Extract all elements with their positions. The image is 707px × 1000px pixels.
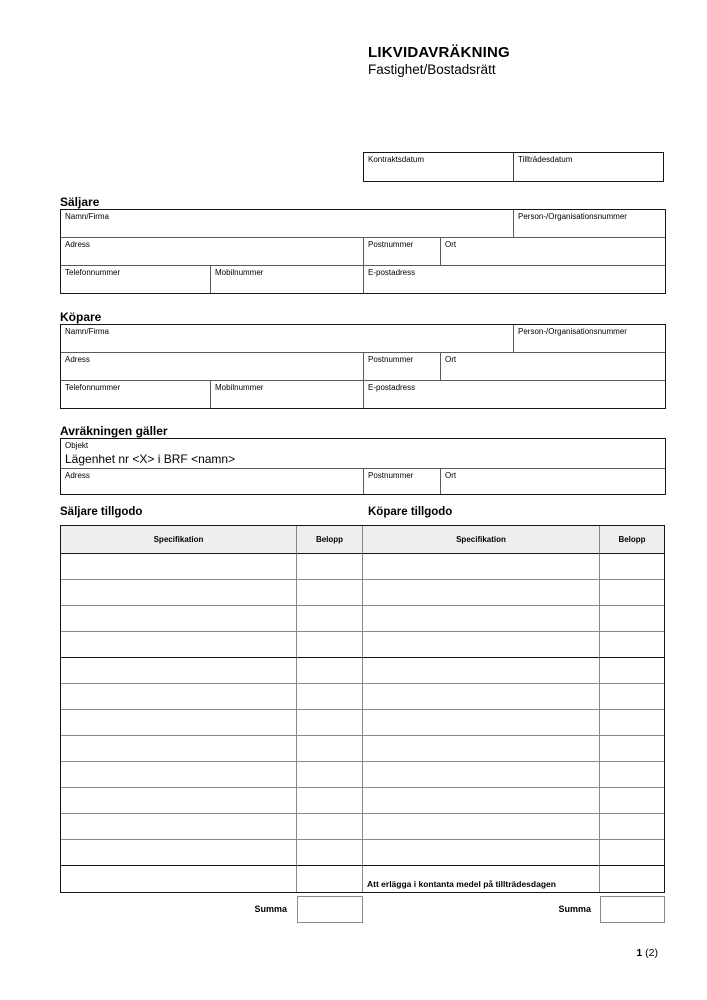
buyer-amount-cell[interactable] <box>600 580 664 606</box>
seller-city-label: Ort <box>445 240 457 249</box>
buyer-city-label: Ort <box>445 355 457 364</box>
buyer-spec-cell[interactable] <box>363 762 600 788</box>
buyer-phone-label: Telefonnummer <box>65 383 121 392</box>
buyer-mobile-field[interactable] <box>210 381 363 408</box>
seller-mobile-field[interactable] <box>210 266 363 293</box>
buyer-amount-cell[interactable] <box>600 788 664 814</box>
buyer-spec-cell[interactable] <box>363 736 600 762</box>
seller-amount-cell[interactable] <box>297 606 363 632</box>
buyer-phone-field[interactable] <box>61 381 210 408</box>
settlement-section <box>60 438 666 495</box>
seller-table-title: Säljare tillgodo <box>60 506 143 518</box>
seller-spec-cell[interactable] <box>61 632 297 658</box>
buyer-spec-cell[interactable] <box>363 632 600 658</box>
buyer-postal-label: Postnummer <box>368 355 414 364</box>
buyer-heading: Köpare <box>60 310 102 324</box>
seller-postal-field[interactable] <box>363 238 440 265</box>
buyer-row-name <box>61 325 665 352</box>
seller-row-address <box>61 237 665 265</box>
seller-email-field[interactable] <box>363 266 665 293</box>
buyer-address-field[interactable] <box>61 353 363 380</box>
dates-box <box>363 152 664 182</box>
buyer-spec-cell[interactable] <box>363 710 600 736</box>
buyer-amount-cell[interactable] <box>600 606 664 632</box>
seller-name-field[interactable] <box>61 210 513 237</box>
buyer-table-title: Köpare tillgodo <box>368 506 453 518</box>
buyer-amount-cell[interactable] <box>600 736 664 762</box>
page-number-current: 1 <box>636 947 643 959</box>
document-subtitle: Fastighet/Bostadsrätt <box>368 62 496 77</box>
seller-amount-cell[interactable] <box>297 632 363 658</box>
seller-amount-cell[interactable] <box>297 788 363 814</box>
seller-amount-cell[interactable] <box>297 658 363 684</box>
possession-date-label: Tillträdesdatum <box>518 155 573 164</box>
seller-amount-cell[interactable] <box>297 866 363 892</box>
object-label: Objekt <box>65 441 89 450</box>
seller-address-label: Adress <box>65 240 90 249</box>
seller-amount-cell[interactable] <box>297 762 363 788</box>
seller-spec-cell[interactable] <box>61 580 297 606</box>
document-title: LIKVIDAVRÄKNING <box>368 44 510 61</box>
settlement-table <box>60 525 665 893</box>
buyer-amount-cell[interactable] <box>600 710 664 736</box>
buyer-amount-cell[interactable] <box>600 684 664 710</box>
settlement-address-field[interactable] <box>61 469 363 494</box>
settlement-city-label: Ort <box>445 471 457 480</box>
buyer-spec-cell[interactable] <box>363 684 600 710</box>
buyer-amount-cell[interactable] <box>600 554 664 580</box>
seller-mobile-label: Mobilnummer <box>215 268 264 277</box>
buyer-row-address <box>61 352 665 380</box>
buyer-amount-cell[interactable] <box>600 866 664 892</box>
possession-date-field[interactable] <box>513 153 663 181</box>
buyer-amount-header: Belopp <box>600 526 664 554</box>
buyer-amount-cell[interactable] <box>600 762 664 788</box>
buyer-spec-header: Specifikation <box>363 526 600 554</box>
settlement-postal-label: Postnummer <box>368 471 414 480</box>
seller-section <box>60 209 666 294</box>
buyer-spec-cell[interactable] <box>363 554 600 580</box>
seller-amount-cell[interactable] <box>297 684 363 710</box>
seller-address-field[interactable] <box>61 238 363 265</box>
page-number <box>578 947 658 959</box>
seller-sum-field[interactable] <box>297 896 363 923</box>
buyer-spec-cell[interactable] <box>363 580 600 606</box>
settlement-heading: Avräkningen gäller <box>60 424 168 438</box>
seller-row-contact <box>61 265 665 293</box>
seller-amount-cell[interactable] <box>297 814 363 840</box>
buyer-spec-cell[interactable] <box>363 814 600 840</box>
buyer-sum-label: Summa <box>558 904 591 914</box>
settlement-row-object <box>61 439 665 468</box>
buyer-name-field[interactable] <box>61 325 513 352</box>
settlement-address-label: Adress <box>65 471 90 480</box>
buyer-sum-field[interactable] <box>600 896 665 923</box>
buyer-amount-cell[interactable] <box>600 840 664 866</box>
seller-email-label: E-postadress <box>368 268 416 277</box>
seller-spec-cell[interactable] <box>61 658 297 684</box>
seller-amount-cell[interactable] <box>297 580 363 606</box>
buyer-postal-field[interactable] <box>363 353 440 380</box>
seller-amount-cell[interactable] <box>297 710 363 736</box>
seller-postal-label: Postnummer <box>368 240 414 249</box>
seller-spec-cell[interactable] <box>61 866 297 892</box>
seller-phone-label: Telefonnummer <box>65 268 121 277</box>
contract-date-label: Kontraktsdatum <box>368 155 425 164</box>
contract-date-field[interactable] <box>364 153 513 181</box>
buyer-spec-cell[interactable] <box>363 658 600 684</box>
settlement-city-field[interactable] <box>440 469 665 494</box>
seller-spec-cell[interactable] <box>61 736 297 762</box>
buyer-email-label: E-postadress <box>368 383 416 392</box>
seller-phone-field[interactable] <box>61 266 210 293</box>
buyer-city-field[interactable] <box>440 353 665 380</box>
buyer-amount-cell[interactable] <box>600 658 664 684</box>
seller-city-field[interactable] <box>440 238 665 265</box>
seller-orgno-field[interactable] <box>513 210 665 237</box>
buyer-name-label: Namn/Firma <box>65 327 110 336</box>
seller-name-label: Namn/Firma <box>65 212 110 221</box>
buyer-row-contact <box>61 380 665 408</box>
seller-amount-cell[interactable] <box>297 554 363 580</box>
buyer-section <box>60 324 666 409</box>
seller-amount-cell[interactable] <box>297 736 363 762</box>
seller-spec-cell[interactable] <box>61 554 297 580</box>
buyer-mobile-label: Mobilnummer <box>215 383 264 392</box>
buyer-amount-cell[interactable] <box>600 632 664 658</box>
settlement-postal-field[interactable] <box>363 469 440 494</box>
seller-amount-header: Belopp <box>297 526 363 554</box>
seller-spec-cell[interactable] <box>61 788 297 814</box>
seller-spec-cell[interactable] <box>61 684 297 710</box>
seller-sum-label: Summa <box>254 904 287 914</box>
buyer-orgno-field[interactable] <box>513 325 665 352</box>
cash-on-possession-label-cell: Att erlägga i kontanta medel på tillträdesdagen <box>363 866 600 892</box>
settlement-row-address <box>61 468 665 494</box>
seller-heading: Säljare <box>60 195 100 209</box>
object-field[interactable] <box>61 439 665 468</box>
seller-spec-cell[interactable] <box>61 710 297 736</box>
seller-spec-cell[interactable] <box>61 606 297 632</box>
seller-spec-cell[interactable] <box>61 762 297 788</box>
seller-row-name <box>61 210 665 237</box>
seller-spec-header: Specifikation <box>61 526 297 554</box>
buyer-amount-cell[interactable] <box>600 814 664 840</box>
page-number-total: (2) <box>645 947 658 959</box>
buyer-address-label: Adress <box>65 355 90 364</box>
buyer-orgno-label: Person-/Organisationsnummer <box>518 327 627 336</box>
buyer-spec-cell[interactable] <box>363 840 600 866</box>
object-value: Lägenhet nr <X> i BRF <namn> <box>65 452 236 466</box>
seller-spec-cell[interactable] <box>61 814 297 840</box>
buyer-email-field[interactable] <box>363 381 665 408</box>
buyer-spec-cell[interactable] <box>363 788 600 814</box>
seller-amount-cell[interactable] <box>297 840 363 866</box>
seller-orgno-label: Person-/Organisationsnummer <box>518 212 627 221</box>
buyer-spec-cell[interactable] <box>363 606 600 632</box>
seller-spec-cell[interactable] <box>61 840 297 866</box>
